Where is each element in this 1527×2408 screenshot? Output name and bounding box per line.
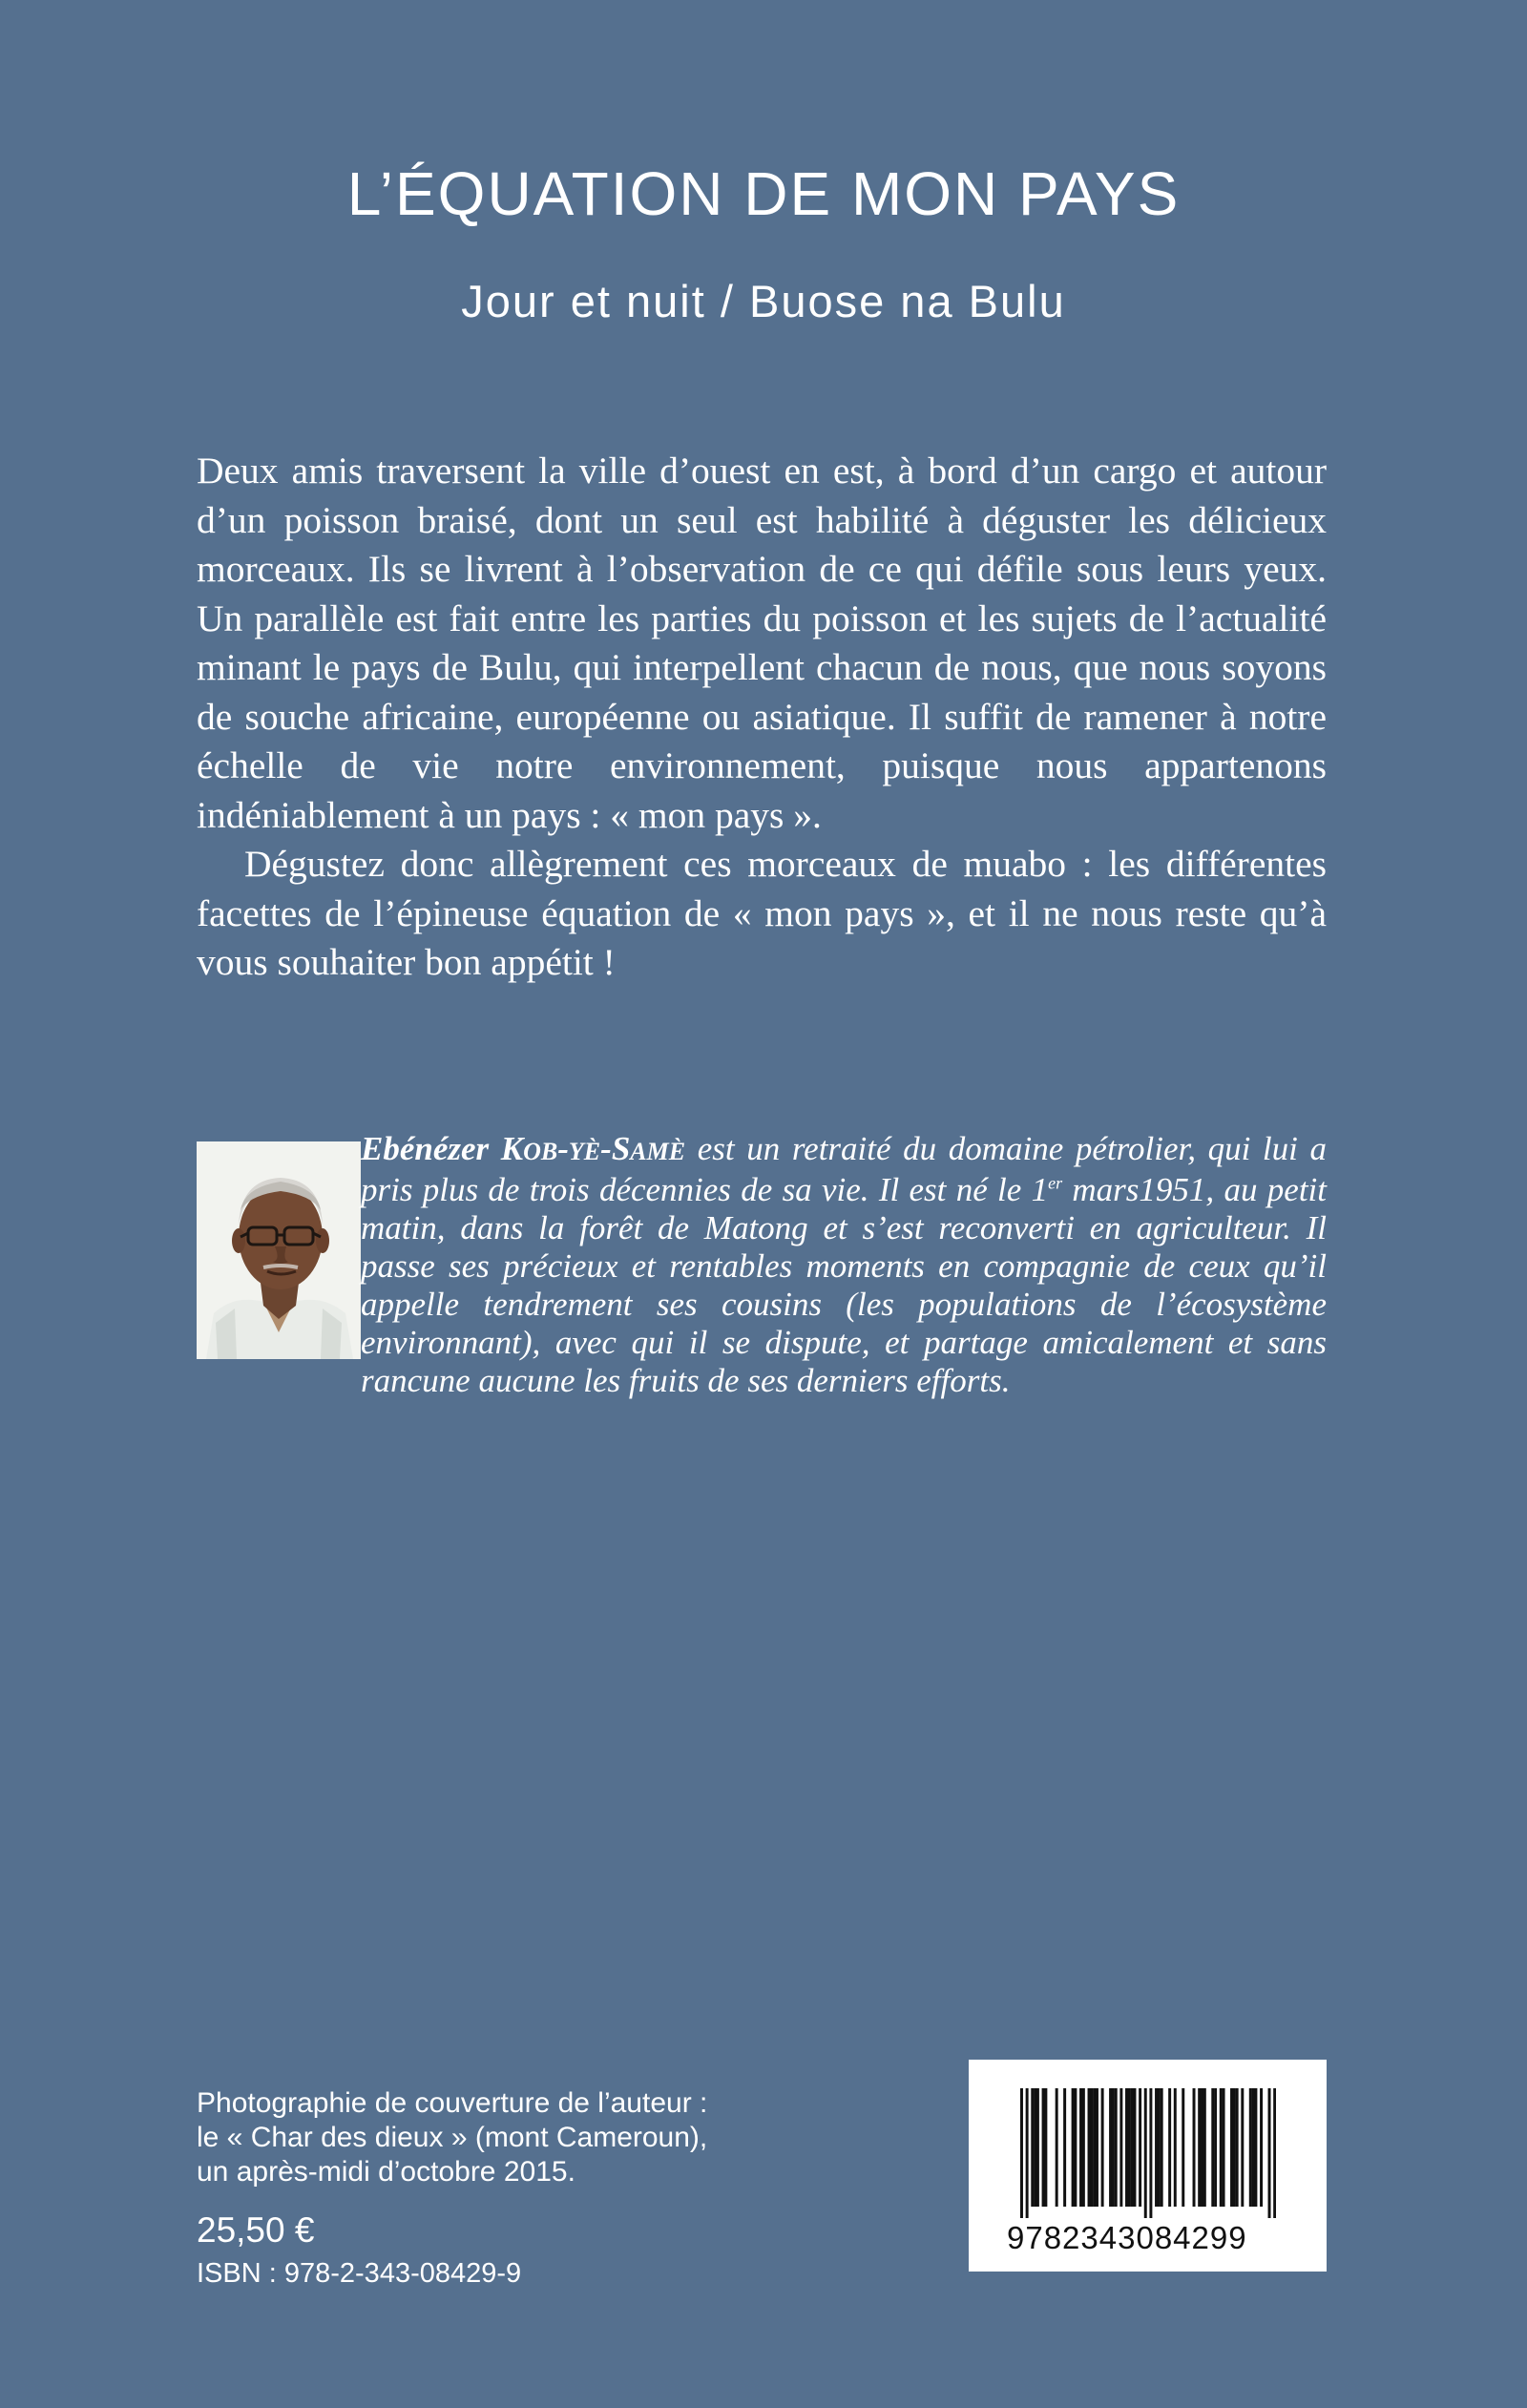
barcode-bar [1220, 2088, 1223, 2207]
barcode-bar [1034, 2088, 1036, 2207]
barcode-bar [1128, 2088, 1131, 2207]
barcode-bars [1020, 2088, 1276, 2218]
barcode-bar [1125, 2088, 1128, 2207]
author-photo [197, 1141, 361, 1359]
author-portrait-image [197, 1141, 361, 1359]
barcode-bar [1155, 2088, 1158, 2207]
barcode-bar [1119, 2088, 1122, 2207]
barcode-bar [1131, 2088, 1134, 2207]
barcode-bar [1260, 2088, 1263, 2207]
barcode-bar [1115, 2088, 1118, 2207]
barcode-bar [1079, 2088, 1082, 2207]
barcode-bar [1161, 2088, 1163, 2207]
barcode-bar [1230, 2088, 1233, 2207]
barcode-bar [1036, 2088, 1039, 2207]
barcode-bar [1273, 2088, 1276, 2218]
barcode-bar [1252, 2088, 1255, 2207]
barcode-bar [1249, 2088, 1252, 2207]
barcode-bar [1072, 2088, 1075, 2207]
photo-credit-line: le « Char des dieux » (mont Cameroun), [197, 2122, 708, 2153]
book-title: L’ÉQUATION DE MON PAYS [346, 159, 1181, 228]
barcode-bar [1056, 2088, 1058, 2207]
barcode-bar [1203, 2088, 1206, 2207]
barcode-bar [1133, 2088, 1136, 2207]
barcode-bar [1042, 2088, 1045, 2207]
barcode-bar [1044, 2088, 1047, 2207]
barcode-bar [1268, 2088, 1271, 2218]
barcode-digits: 9782343084299 [1007, 2220, 1247, 2255]
barcode-bar [1139, 2088, 1141, 2207]
barcode-bar [1088, 2088, 1091, 2207]
barcode-bar [1241, 2088, 1244, 2207]
isbn: ISBN : 978-2-343-08429-9 [197, 2258, 522, 2289]
blurb [197, 447, 1327, 988]
book-subtitle: Jour et nuit / Buose na Bulu [461, 276, 1066, 326]
barcode-bar [1193, 2088, 1196, 2207]
photo-credit [197, 2086, 731, 2189]
photo-credit-line: Photographie de couverture de l’auteur : [197, 2087, 708, 2119]
barcode-bar [1093, 2088, 1096, 2207]
barcode [969, 2060, 1327, 2272]
barcode-bar [1031, 2088, 1034, 2207]
barcode-bar [1109, 2088, 1112, 2207]
barcode-bar [1149, 2088, 1152, 2218]
barcode-bar [1254, 2088, 1257, 2207]
author-bio: Ebénézer KOB-YÈ-SAMÈ est un retraité du domaine pétrolier, qui lui a pris plus de trois décennies de sa vie. Il est né le 1er mars1951, au petit matin, dans la forêt de Matong et s’est reconverti en agriculteur. Il passe ses précieux et rentables moments en compagnie de ceux qu’il appelle tendrement ses cousins (les populations de l’écosystème environnant), avec qui il se dispute, et partage amicalement et sans rancune aucune les fruits de ses derniers efforts. [361, 1130, 1328, 1399]
barcode-bar [1233, 2088, 1236, 2207]
barcode-bar [1144, 2088, 1147, 2218]
barcode-bar [1198, 2088, 1201, 2207]
author-name: Ebénézer KOB-YÈ-SAMÈ [361, 1130, 686, 1167]
blurb-paragraph-2: Dégustez donc allègrement ces morceaux de muabo : les différentes facettes de l’épineuse équation de « mon pays », et il ne nous reste qu’à vous souhaiter bon appétit ! [197, 843, 1327, 983]
barcode-bar [1182, 2088, 1184, 2207]
barcode-bar [1082, 2088, 1085, 2207]
barcode-bar [1236, 2088, 1239, 2207]
barcode-bar [1101, 2088, 1104, 2207]
barcode-bar [1026, 2088, 1029, 2218]
barcode-bar [1168, 2088, 1171, 2207]
barcode-bar [1158, 2088, 1161, 2207]
barcode-bar [1020, 2088, 1023, 2218]
barcode-bar [1211, 2088, 1214, 2207]
blurb-paragraph-1: Deux amis traversent la ville d’ouest en est, à bord d’un cargo et autour d’un poisson braisé, dont un seul est habilité à déguster les délicieux morceaux. Ils se livrent à l’observation de ce qui défile sous leurs yeux. Un parallèle est fait entre les parties du poisson et les sujets de l’actualité minant le pays de Bulu, qui interpellent chacun de nous, que nous soyons de souche africaine, européenne ou asiatique. Il suffit de ramener à notre échelle de vie notre environnement, puisque nous appartenons indéniablement à un pays : « mon pays ». [197, 450, 1327, 836]
barcode-bar [1096, 2088, 1098, 2207]
barcode-bar [1174, 2088, 1177, 2207]
barcode-bar [1074, 2088, 1077, 2207]
photo-credit-line: un après-midi d’octobre 2015. [197, 2156, 575, 2188]
barcode-bar [1201, 2088, 1203, 2207]
price: 25,50 € [197, 2210, 315, 2250]
barcode-bar [1214, 2088, 1217, 2207]
barcode-bar [1090, 2088, 1093, 2207]
barcode-bar [1223, 2088, 1225, 2207]
barcode-bar [1063, 2088, 1066, 2207]
barcode-bar [1112, 2088, 1115, 2207]
